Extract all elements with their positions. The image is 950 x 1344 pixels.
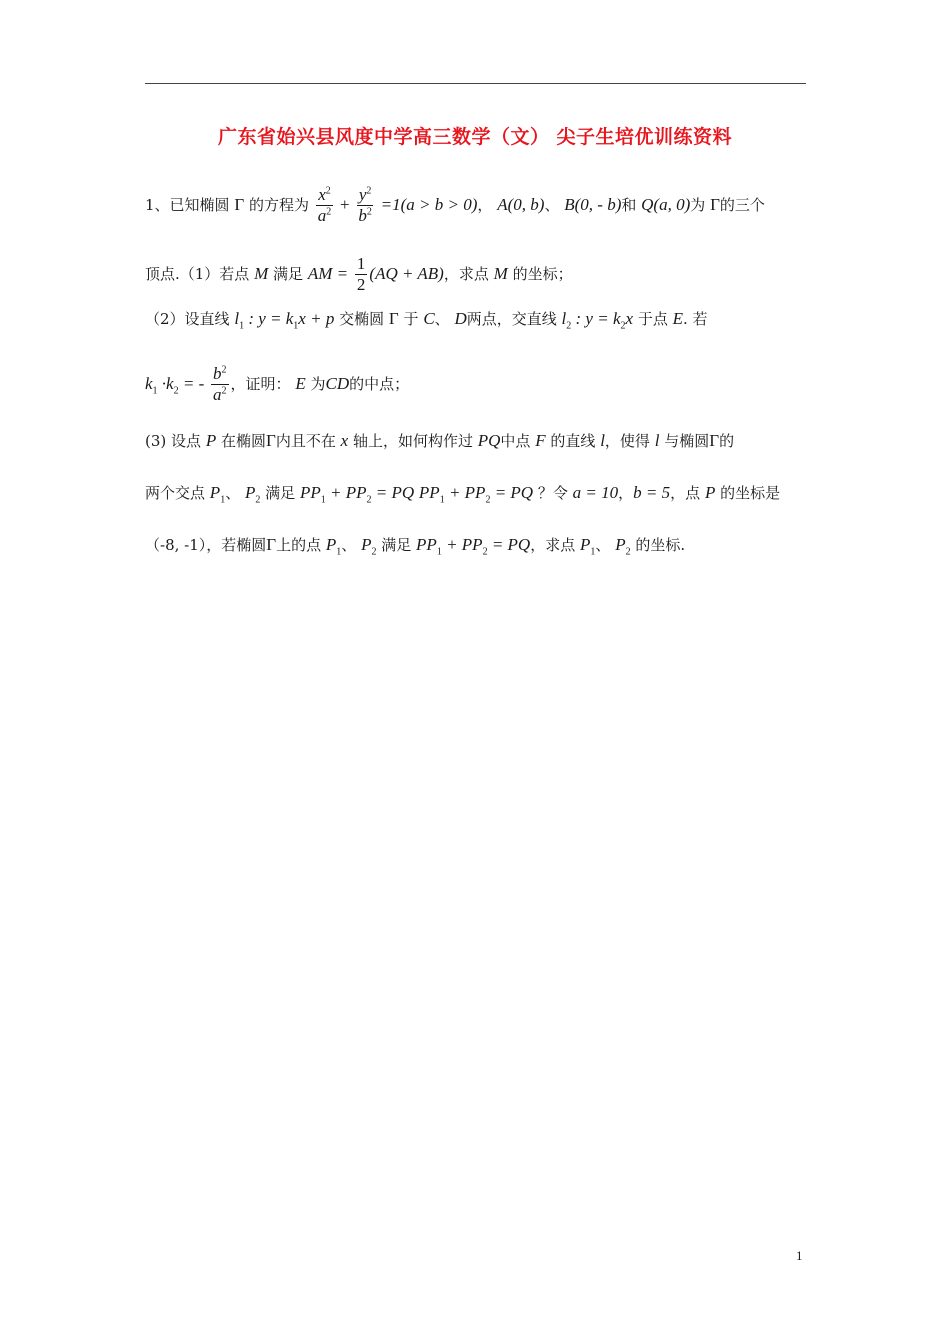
text: 1、已知椭圆 [145, 195, 230, 214]
text: 顶点.（1）若点 [145, 264, 250, 283]
p1-symbol: P [580, 535, 591, 554]
point-q: Q(a, 0) [641, 194, 691, 214]
problem-line-1 [145, 185, 807, 227]
value-b: b = 5 [633, 483, 671, 502]
text: 、 [434, 310, 450, 328]
gamma-symbol: Γ [709, 431, 720, 450]
text: 的三个 [719, 195, 765, 214]
vector-pq: = PQ [491, 535, 531, 554]
gamma-symbol: Γ [710, 194, 720, 214]
denominator: a [213, 385, 222, 405]
vector-equation: $PP_1 + PP_2$ = PQ [416, 535, 531, 558]
text: 、 [341, 536, 357, 554]
text: ，点 [670, 484, 701, 502]
line-l1: $l_1$ : $y = k_1x + p$ [234, 309, 335, 332]
l1-equation-rest: x + p [298, 309, 335, 328]
x-axis-symbol: x [340, 431, 349, 450]
line-l: l [600, 431, 605, 450]
text: （2）设直线 [145, 310, 230, 328]
point-p2: $P_2$ [361, 535, 377, 558]
p2-symbol: P [361, 535, 372, 554]
point-c: C [423, 309, 435, 328]
plus-sign: + [340, 194, 350, 214]
point-p: P [205, 431, 217, 450]
point-e: E [295, 373, 306, 393]
text: 为 [310, 374, 326, 393]
text: 的 [719, 432, 735, 450]
text: 、 [544, 195, 560, 214]
point-d: D [454, 309, 467, 328]
text: ，求点 [443, 264, 489, 283]
problem-line-2 [145, 254, 807, 296]
denominator: b [358, 206, 367, 226]
point-m: M [493, 263, 508, 283]
point-p2: $P_2$ [244, 483, 261, 506]
text: 两个交点 [145, 484, 206, 502]
problem-line-7 [145, 534, 807, 557]
text: 的方程为 [248, 195, 309, 214]
text: (3) 设点 [145, 432, 202, 450]
point-a: A(0, b) [497, 194, 545, 214]
text: 、 [595, 536, 611, 554]
text: 的坐标； [512, 264, 573, 283]
text: 的坐标. [635, 536, 686, 554]
text: 在椭圆 [220, 432, 266, 450]
text: 于 [403, 310, 419, 328]
text: （-8, -1），若椭圆 [145, 536, 267, 554]
text: 轴上，如何构作过 [352, 432, 473, 450]
gamma-symbol: Γ [234, 194, 245, 214]
numerator: 1 [355, 254, 368, 275]
text: 满足 [265, 484, 296, 502]
text: 的中点； [349, 374, 410, 393]
denominator: 2 [356, 275, 366, 295]
vector-am: AM = [307, 263, 349, 283]
vector-pp2: + PP [446, 535, 483, 554]
fraction-y2-b2: $\frac{y^2}{b^2}$ [358, 185, 372, 226]
product-k1-k2: $k_1 \cdot k_2$ = - [145, 373, 205, 397]
text: 和 [621, 195, 637, 214]
text: 中点 [500, 432, 531, 450]
text: 满足 [273, 264, 304, 283]
vector-pq: = PQ [494, 483, 534, 502]
text: ， [618, 484, 634, 502]
ellipse-condition: =1(a > b > 0) [380, 194, 478, 214]
problem-line-6 [145, 482, 807, 505]
point-p: P [704, 483, 716, 502]
line-l: l [654, 431, 660, 450]
k2: ·k [161, 373, 174, 393]
vector-pp2: + PP [448, 483, 486, 502]
gamma-symbol: Γ [266, 535, 277, 554]
vector-equation-2: $PP_1 + PP_2$ = PQ [418, 483, 534, 506]
value-a: a = 10 [572, 483, 619, 502]
text: 满足 [381, 536, 412, 554]
segment-cd: CD [325, 373, 350, 393]
denominator: a [317, 206, 327, 226]
problem-line-5 [145, 430, 807, 451]
vector-pq: = PQ [375, 483, 415, 502]
vector-equation: $PP_1 + PP_2$ = PQ [299, 483, 415, 506]
line-l2: $l_2$ : $y = k_2x$ [561, 309, 634, 332]
header-rule [145, 83, 806, 84]
problem-line-3 [145, 308, 807, 331]
text: ，使得 [604, 432, 650, 450]
vector-sum: (AQ + AB) [369, 263, 444, 283]
l1-equation: : y = k [248, 309, 294, 328]
text: 内且不在 [275, 432, 336, 450]
text: ？令 [537, 484, 568, 502]
text: 的直线 [550, 432, 596, 450]
page-number: 1 [796, 1248, 803, 1263]
text: 上的点 [276, 536, 322, 554]
text: 于点 [637, 310, 668, 328]
text: ，求点 [530, 536, 576, 554]
segment-pq: PQ [477, 431, 501, 450]
point-e: E [672, 309, 684, 328]
point-p2: $P_2$ [615, 535, 631, 558]
k1: k [145, 373, 153, 393]
p1-symbol: P [209, 483, 221, 502]
text: 为 [690, 195, 706, 214]
l1-symbol: l [234, 309, 240, 328]
vector-pp1: PP [416, 535, 437, 554]
equals-minus: = - [182, 373, 205, 393]
fraction-b2-a2: $\frac{b^2}{a^2}$ [213, 364, 227, 405]
text: ， [477, 195, 493, 214]
text: 、 [225, 484, 241, 502]
point-p1: $P_1$ [209, 483, 226, 506]
numerator: b [213, 364, 222, 383]
point-p1: $P_1$ [325, 535, 342, 558]
gamma-symbol: Γ [388, 309, 399, 328]
vector-pp1: PP [299, 483, 321, 502]
text: 交椭圆 [339, 310, 385, 328]
fraction-one-half [355, 254, 368, 296]
point-f: F [535, 431, 546, 450]
vector-pp1: PP [418, 483, 440, 502]
point-m: M [254, 263, 269, 283]
point-p1: $P_1$ [580, 535, 596, 558]
l2-equation: : y = k [575, 309, 621, 328]
numerator: x [318, 185, 326, 204]
problem-line-4 [145, 364, 807, 406]
p2-symbol: P [615, 535, 626, 554]
p2-symbol: P [244, 483, 256, 502]
l2-symbol: l [561, 309, 567, 328]
fraction-x2-a2: $\frac{x^2}{a^2}$ [317, 185, 332, 226]
text: ，证明： [230, 374, 291, 393]
text: 与椭圆 [664, 432, 710, 450]
numerator: y [358, 185, 367, 204]
page-title: 广东省始兴县风度中学高三数学（文） 尖子生培优训练资料 [217, 126, 733, 148]
vector-pp2: + PP [329, 483, 367, 502]
text: . 若 [683, 310, 708, 328]
l2-equation-rest: x [625, 309, 634, 328]
point-b: B(0, - b) [564, 194, 622, 214]
text: 的坐标是 [720, 484, 781, 502]
gamma-symbol: Γ [266, 431, 276, 450]
text: 两点，交直线 [466, 310, 557, 328]
p1-symbol: P [325, 535, 337, 554]
